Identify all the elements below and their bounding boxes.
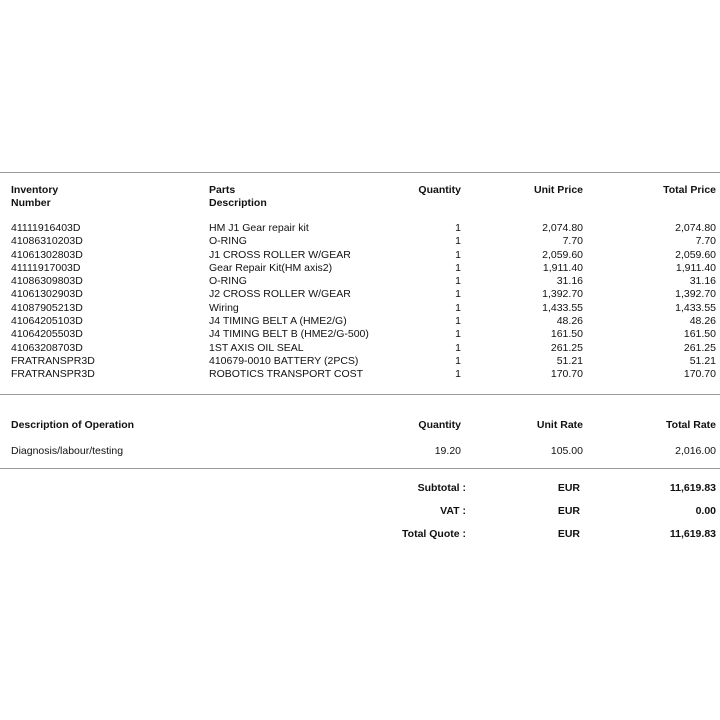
header-unit-rate: Unit Rate xyxy=(536,419,583,431)
part-total-price: 2,059.60 xyxy=(675,248,716,261)
table-row xyxy=(0,355,720,368)
part-unit-price: 1,433.55 xyxy=(542,301,583,314)
header-description-of-operation: Description of Operation xyxy=(11,419,135,431)
subtotal-label: Subtotal : xyxy=(417,482,466,494)
part-total-price: 1,911.40 xyxy=(675,261,716,274)
subtotal-currency: EUR xyxy=(557,482,580,494)
vat-row xyxy=(0,504,720,527)
total-quote-label: Total Quote : xyxy=(402,528,466,540)
part-total-price: 261.25 xyxy=(683,341,716,354)
operation-unit-rate: 105.00 xyxy=(550,445,583,457)
table-row xyxy=(0,249,720,262)
part-unit-price: 48.26 xyxy=(556,315,583,328)
operations-table-header xyxy=(0,418,720,432)
part-unit-price: 1,392.70 xyxy=(542,288,583,301)
header-unit-price: Unit Price xyxy=(533,184,583,196)
part-description: J4 TIMING BELT B (HME2/G-500) xyxy=(209,328,369,341)
header-quantity: Quantity xyxy=(418,184,461,196)
table-row xyxy=(0,315,720,328)
header-total-price: Total Price xyxy=(663,184,716,196)
total-quote-value: 11,619.83 xyxy=(669,528,716,540)
table-row xyxy=(0,328,720,341)
table-row xyxy=(0,342,720,355)
part-unit-price: 51.21 xyxy=(556,354,583,367)
part-inventory-number: 41087905213D xyxy=(11,301,83,314)
part-inventory-number: 41064205103D xyxy=(11,315,83,328)
part-unit-price: 2,074.80 xyxy=(542,222,583,234)
table-row xyxy=(0,262,720,275)
part-description: J1 CROSS ROLLER W/GEAR xyxy=(209,248,351,261)
part-total-price: 1,433.55 xyxy=(675,301,716,314)
table-row xyxy=(0,444,720,458)
part-total-price: 51.21 xyxy=(689,354,716,367)
part-quantity: 1 xyxy=(455,235,461,248)
header-inventory-number: Inventory Number xyxy=(11,184,59,209)
parts-table-body xyxy=(0,222,720,382)
table-row xyxy=(0,222,720,235)
part-unit-price: 2,059.60 xyxy=(542,248,583,261)
bottom-divider xyxy=(0,468,720,469)
part-inventory-number: 41086310203D xyxy=(11,235,83,248)
part-total-price: 1,392.70 xyxy=(675,288,716,301)
part-unit-price: 31.16 xyxy=(556,275,583,288)
part-inventory-number: 41061302903D xyxy=(11,288,83,301)
part-quantity: 1 xyxy=(455,222,461,234)
part-inventory-number: 41064205503D xyxy=(11,328,83,341)
part-quantity: 1 xyxy=(455,354,461,367)
part-total-price: 7.70 xyxy=(695,235,716,248)
part-total-price: 161.50 xyxy=(683,328,716,341)
part-inventory-number: 41111916403D xyxy=(11,222,81,234)
header-parts-description: Parts Description xyxy=(209,184,267,209)
operation-description: Diagnosis/labour/testing xyxy=(11,445,124,457)
vat-label: VAT : xyxy=(440,505,466,517)
part-quantity: 1 xyxy=(455,261,461,274)
part-total-price: 48.26 xyxy=(689,315,716,328)
table-row xyxy=(0,302,720,315)
part-description: J4 TIMING BELT A (HME2/G) xyxy=(209,315,347,328)
parts-table-header xyxy=(0,184,720,214)
part-inventory-number: 41086309803D xyxy=(11,275,83,288)
vat-currency: EUR xyxy=(557,505,580,517)
table-row xyxy=(0,288,720,301)
part-unit-price: 261.25 xyxy=(550,341,583,354)
part-quantity: 1 xyxy=(455,248,461,261)
part-description: 1ST AXIS OIL SEAL xyxy=(209,341,304,354)
subtotal-row xyxy=(0,481,720,504)
table-row xyxy=(0,368,720,381)
totals-section xyxy=(0,481,720,550)
operation-quantity: 19.20 xyxy=(434,445,461,457)
part-inventory-number: 41061302803D xyxy=(11,248,83,261)
part-unit-price: 7.70 xyxy=(562,235,583,248)
part-description: 410679-0010 BATTERY (2PCS) xyxy=(209,354,359,367)
table-row xyxy=(0,275,720,288)
part-description: J2 CROSS ROLLER W/GEAR xyxy=(209,288,351,301)
part-quantity: 1 xyxy=(455,368,461,381)
part-total-price: 31.16 xyxy=(689,275,716,288)
top-divider xyxy=(0,172,720,173)
part-quantity: 1 xyxy=(455,328,461,341)
vat-value: 0.00 xyxy=(695,505,716,517)
part-description: O-RING xyxy=(209,275,247,288)
part-inventory-number: FRATRANSPR3D xyxy=(11,368,95,381)
part-quantity: 1 xyxy=(455,315,461,328)
part-description: HM J1 Gear repair kit xyxy=(209,222,309,234)
part-description: Gear Repair Kit(HM axis2) xyxy=(209,261,333,274)
part-description: Wiring xyxy=(209,301,239,314)
header-total-rate: Total Rate xyxy=(666,419,716,431)
part-quantity: 1 xyxy=(455,275,461,288)
total-quote-row xyxy=(0,527,720,550)
part-total-price: 2,074.80 xyxy=(675,222,716,234)
part-unit-price: 161.50 xyxy=(550,328,583,341)
middle-divider xyxy=(0,394,720,395)
part-quantity: 1 xyxy=(455,301,461,314)
part-description: ROBOTICS TRANSPORT COST xyxy=(209,368,364,381)
total-quote-currency: EUR xyxy=(557,528,580,540)
part-description: O-RING xyxy=(209,235,247,248)
part-quantity: 1 xyxy=(455,288,461,301)
part-unit-price: 1,911.40 xyxy=(542,261,583,274)
part-unit-price: 170.70 xyxy=(550,368,583,381)
subtotal-value: 11,619.83 xyxy=(669,482,716,494)
header-ops-quantity: Quantity xyxy=(418,419,461,431)
part-inventory-number: FRATRANSPR3D xyxy=(11,354,95,367)
part-quantity: 1 xyxy=(455,341,461,354)
operation-total-rate: 2,016.00 xyxy=(675,445,716,457)
part-total-price: 170.70 xyxy=(683,368,716,381)
part-inventory-number: 41063208703D xyxy=(11,341,83,354)
part-inventory-number: 41111917003D xyxy=(11,261,81,274)
table-row xyxy=(0,235,720,248)
